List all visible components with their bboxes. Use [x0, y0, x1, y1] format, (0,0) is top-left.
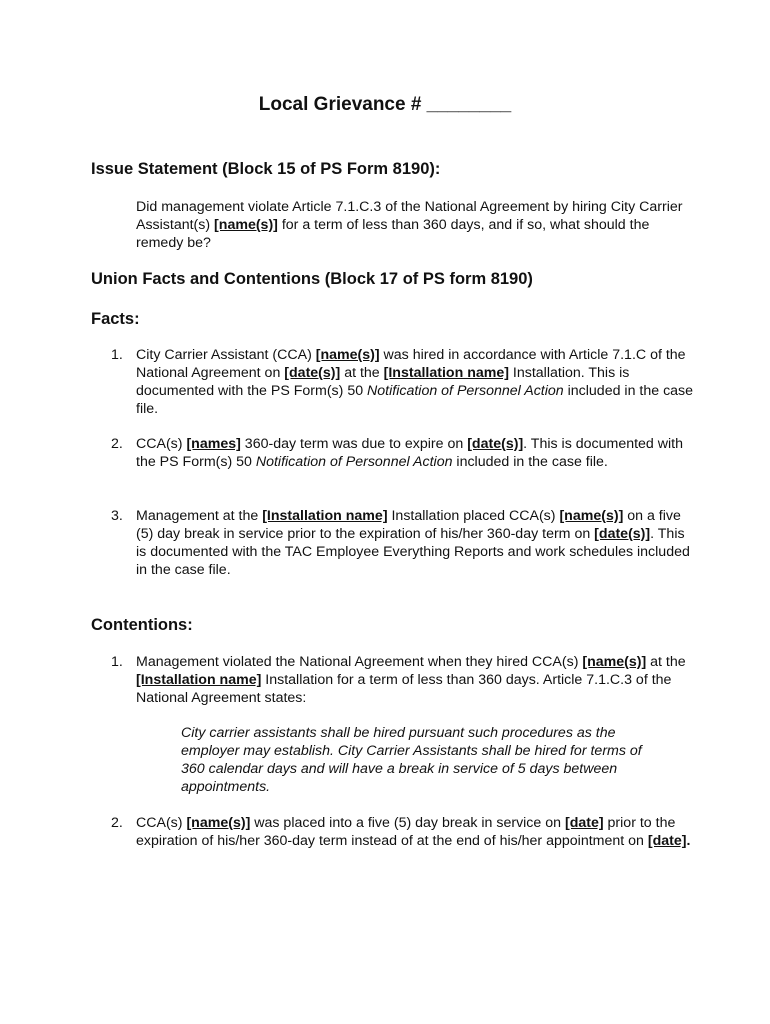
text-segment: . This is documented with the TAC Employee Everything Reports and work schedules included in the case file.: [136, 526, 690, 578]
text-segment: .: [686, 833, 691, 849]
text-segment: CCA(s): [136, 436, 187, 452]
text-segment: City Carrier Assistant (CCA): [136, 347, 316, 363]
placeholder-field: [date]: [647, 833, 687, 849]
fact-item-1: [111, 346, 696, 418]
text-segment: was placed into a five (5) day break in service on: [250, 815, 565, 831]
text-segment: at the: [340, 365, 384, 381]
text-segment: on a five (5) day break in service prior to the expiration of his/her 360-day term on: [136, 508, 681, 542]
list-number: 1.: [111, 347, 123, 363]
issue-statement-heading: Issue Statement (Block 15 of PS Form 8190):: [91, 160, 441, 178]
text-segment: Management violated the National Agreement when they hired CCA(s): [136, 654, 583, 670]
placeholder-field: [date(s)]: [284, 365, 341, 381]
text-segment: Installation for a term of less than 360 days. Article 7.1.C.3 of the National Agreement states:: [136, 672, 672, 706]
text-segment: included in the case file.: [136, 383, 694, 417]
placeholder-field: [names]: [186, 436, 241, 452]
placeholder-field: [Installation name]: [136, 672, 262, 688]
text-segment: CCA(s): [136, 815, 187, 831]
contention-text: [136, 653, 696, 707]
placeholder-field: [name(s)]: [582, 654, 647, 670]
text-segment: for a term of less than 360 days, and if so, what should the remedy be?: [136, 217, 650, 251]
text-segment: included in the case file.: [452, 454, 608, 470]
document-title: Local Grievance # ________: [258, 94, 512, 115]
placeholder-field: [Installation name]: [383, 365, 509, 381]
contention-item-1: [111, 653, 696, 707]
placeholder-field: [name(s)]: [559, 508, 624, 524]
fact-item-3: [111, 507, 696, 579]
text-segment: Installation. This is documented with the PS Form(s) 50: [136, 365, 630, 399]
text-segment: 360-day term was due to expire on: [240, 436, 468, 452]
text-segment: Did management violate Article 7.1.C.3 of the National Agreement by hiring City Carrier Assistant(s): [136, 199, 683, 233]
placeholder-field: [date(s)]: [594, 526, 651, 542]
italic-text: Notification of Personnel Action: [255, 454, 453, 470]
text-segment: . This is documented with the PS Form(s) 50: [136, 436, 683, 470]
text-segment: was hired in accordance with Article 7.1.C of the National Agreement on: [136, 347, 686, 381]
text-segment: prior to the expiration of his/her 360-day term instead of at the end of his/her appointment on: [136, 815, 676, 849]
list-number: 2.: [111, 815, 123, 831]
facts-heading: Facts:: [91, 310, 140, 328]
text-segment: Installation placed CCA(s): [387, 508, 560, 524]
issue-statement-text: [136, 198, 696, 252]
fact-item-2: [111, 435, 696, 471]
list-number: 1.: [111, 654, 123, 670]
placeholder-field: [name(s)]: [186, 815, 251, 831]
contentions-heading: Contentions:: [91, 616, 193, 634]
placeholder-field: [date]: [564, 815, 604, 831]
list-number: 2.: [111, 436, 123, 452]
placeholder-field: [Installation name]: [262, 508, 388, 524]
fact-text: [136, 346, 696, 418]
contention-text: [136, 814, 696, 850]
placeholder-field: [date(s)]: [467, 436, 524, 452]
fact-text: [136, 435, 696, 471]
article-quote: City carrier assistants shall be hired pursuant such procedures as the employer may establish. City Carrier Assistants shall be hired for terms of 360 calendar days and will have a break in service of 5 days between appointments.: [181, 725, 642, 795]
text-segment: at the: [646, 654, 686, 670]
union-facts-heading: Union Facts and Contentions (Block 17 of PS form 8190): [91, 270, 533, 288]
placeholder-field: [name(s)]: [315, 347, 380, 363]
list-number: 3.: [111, 508, 123, 524]
contention-item-2: [111, 814, 696, 850]
italic-text: Notification of Personnel Action: [367, 383, 564, 399]
text-segment: Management at the: [136, 508, 263, 524]
placeholder-field: [name(s)]: [214, 217, 278, 233]
fact-text: [136, 507, 696, 579]
